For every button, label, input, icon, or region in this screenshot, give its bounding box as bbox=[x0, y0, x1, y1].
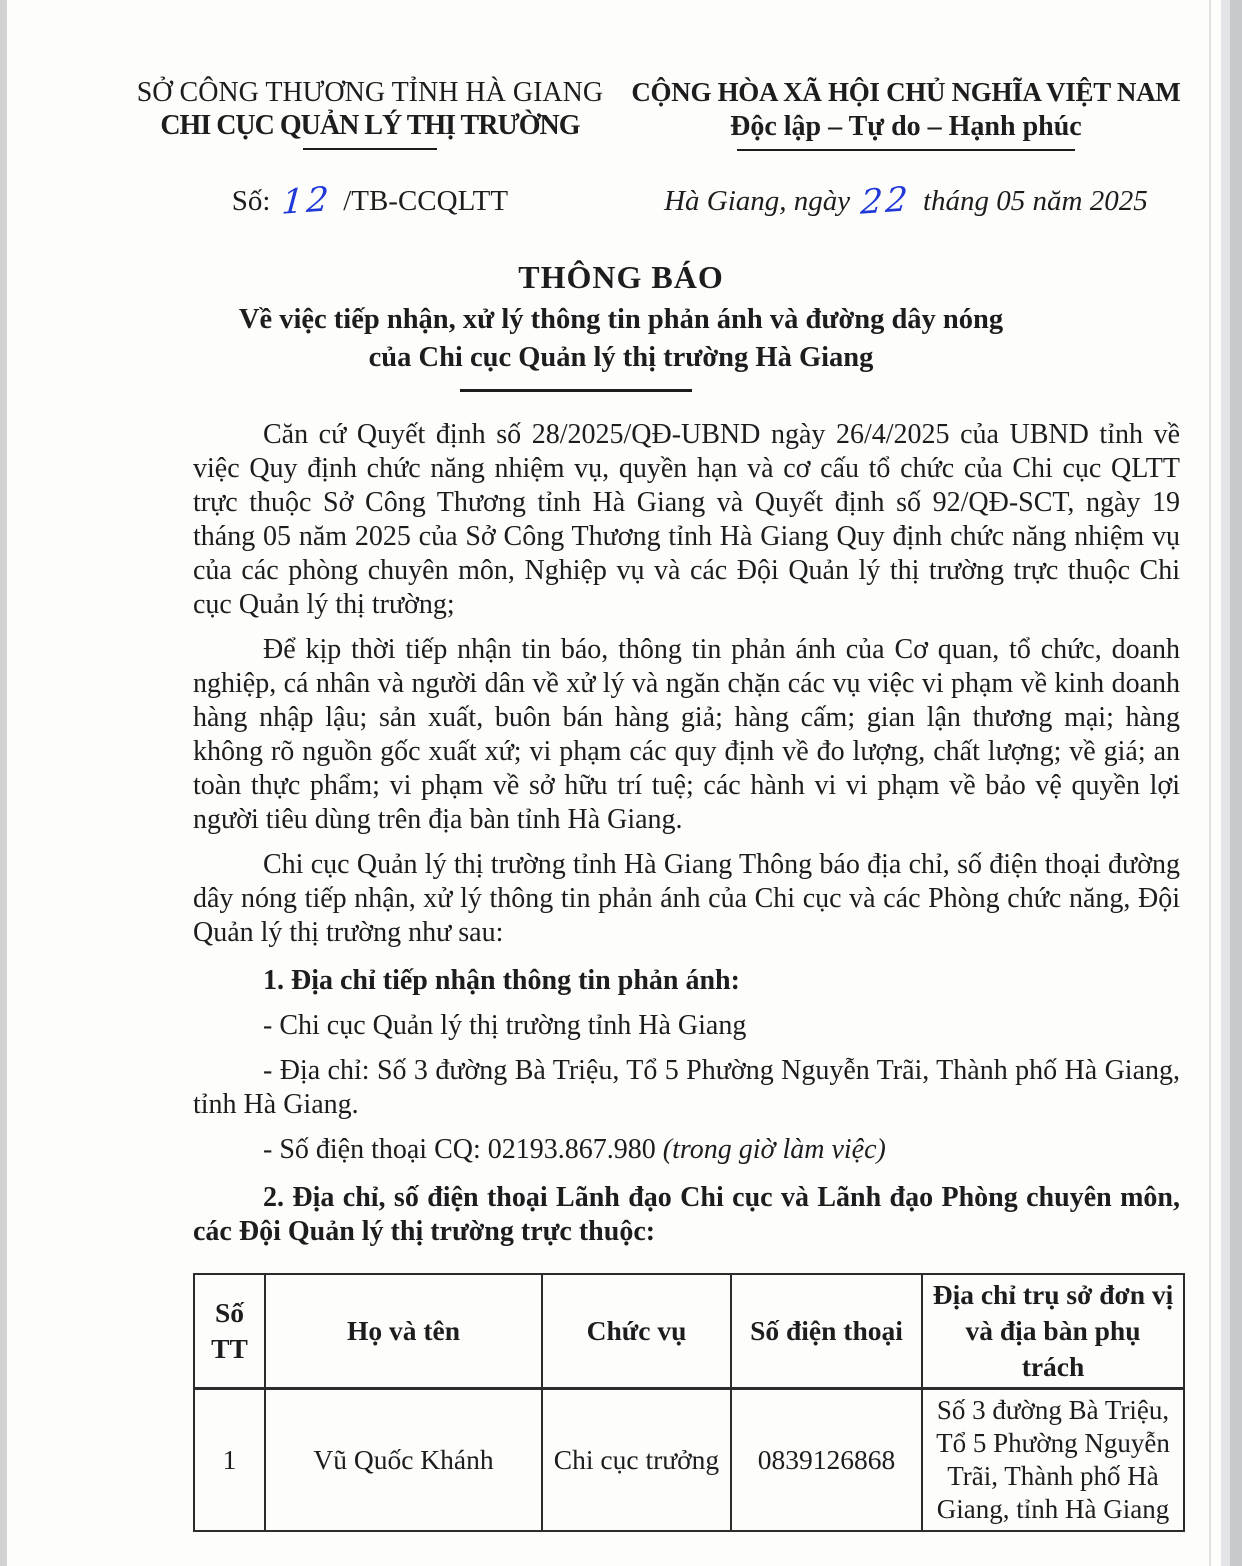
cell-index: 1 bbox=[194, 1389, 265, 1532]
document-body bbox=[193, 418, 1180, 1532]
document-number-handwritten: 12 bbox=[280, 179, 333, 223]
col-header-phone: Số điện thoại bbox=[731, 1274, 922, 1389]
cell-address: Số 3 đường Bà Triệu, Tổ 5 Phường Nguyễn Trãi, Thành phố Hà Giang, tỉnh Hà Giang bbox=[922, 1389, 1184, 1532]
table-header-row bbox=[194, 1274, 1184, 1389]
document-subtitle-line1: Về việc tiếp nhận, xử lý thông tin phản ánh và đường dây nóng bbox=[238, 304, 1004, 335]
col-header-address: Địa chỉ trụ sở đơn vị và địa bàn phụ trách bbox=[922, 1274, 1184, 1389]
phone-text: - Số điện thoại CQ: 02193.867.980 bbox=[263, 1134, 656, 1165]
agency-underline bbox=[303, 148, 437, 150]
section-1-item-agency: - Chi cục Quản lý thị trường tỉnh Hà Giang bbox=[263, 1010, 747, 1041]
section-1-heading: 1. Địa chỉ tiếp nhận thông tin phản ánh: bbox=[263, 965, 740, 996]
col-header-name: Họ và tên bbox=[265, 1274, 542, 1389]
document-number-line bbox=[118, 179, 622, 223]
paragraph-announcement: Chi cục Quản lý thị trường tỉnh Hà Giang Thông báo địa chỉ, số điện thoại đường dây nóng tiếp nhận, xử lý thông tin phản ánh của Chi cục và các Phòng chức năng, Đội Quản lý thị trường như sau: bbox=[193, 849, 1180, 948]
reference-row bbox=[118, 179, 1190, 223]
issuing-agency-name: CHI CỤC QUẢN LÝ THỊ TRƯỜNG bbox=[160, 110, 580, 141]
cell-phone: 0839126868 bbox=[731, 1389, 922, 1532]
title-underline bbox=[460, 389, 692, 392]
date-day-handwritten: 22 bbox=[859, 179, 913, 223]
parent-agency-name: SỞ CÔNG THƯƠNG TỈNH HÀ GIANG bbox=[136, 77, 604, 108]
contact-table bbox=[193, 1273, 1185, 1532]
section-1-item-address: - Địa chỉ: Số 3 đường Bà Triệu, Tổ 5 Phường Nguyễn Trãi, Thành phố Hà Giang, tỉnh Hà Giang. bbox=[193, 1055, 1180, 1120]
motto-underline bbox=[737, 149, 1075, 151]
cell-position: Chi cục trưởng bbox=[542, 1389, 731, 1532]
phone-note: (trong giờ làm việc) bbox=[662, 1134, 886, 1165]
table-row bbox=[194, 1389, 1184, 1532]
national-title: CỘNG HÒA XÃ HỘI CHỦ NGHĨA VIỆT NAM bbox=[631, 77, 1181, 107]
place-date-suffix: tháng 05 năm 2025 bbox=[922, 185, 1148, 217]
issuing-agency-block bbox=[118, 76, 622, 151]
section-1-item-phone bbox=[193, 1133, 1180, 1167]
section-2-heading: 2. Địa chỉ, số điện thoại Lãnh đạo Chi cục và Lãnh đạo Phòng chuyên môn, các Đội Quản lý thị trường trực thuộc: bbox=[193, 1182, 1180, 1247]
national-motto: Độc lập – Tự do – Hạnh phúc bbox=[730, 111, 1082, 142]
paragraph-purpose: Để kịp thời tiếp nhận tin báo, thông tin phản ánh của Cơ quan, tổ chức, doanh nghiệp, cá nhân và người dân về xử lý và ngăn chặn các vụ việc vi phạm về kinh doanh hàng nhập lậu; sản xuất, buôn bán hàng giả; hàng cấm; gian lận thương mại; hàng không rõ nguồn gốc xuất xứ; vi phạm các quy định về đo lượng, chất lượng; về giá; an toàn thực phẩm; vi phạm về sở hữu trí tuệ; các hành vi vi phạm về bảo vệ quyền lợi người tiêu dùng trên địa bàn tỉnh Hà Giang. bbox=[193, 634, 1180, 835]
paragraph-legal-basis: Căn cứ Quyết định số 28/2025/QĐ-UBND ngày 26/4/2025 của UBND tỉnh về việc Quy định chức năng nhiệm vụ, quyền hạn và cơ cấu tổ chức của Chi cục QLTT trực thuộc Sở Công Thương tỉnh Hà Giang và Quyết định số 92/QĐ-SCT, ngày 19 tháng 05 năm 2025 của Sở Công Thương tỉnh Hà Giang Quy định chức năng nhiệm vụ của các phòng chuyên môn, Nghiệp vụ và các Đội Quản lý thị trường trực thuộc Chi cục Quản lý thị trường; bbox=[193, 419, 1180, 620]
place-date-prefix: Hà Giang, ngày bbox=[664, 185, 851, 217]
document-number-suffix: /TB-CCQLTT bbox=[343, 185, 509, 217]
national-header-block bbox=[622, 76, 1190, 151]
col-header-index: Số TT bbox=[194, 1274, 265, 1389]
cell-name: Vũ Quốc Khánh bbox=[265, 1389, 542, 1532]
document-title: THÔNG BÁO bbox=[518, 259, 724, 295]
document-header bbox=[118, 76, 1190, 151]
document-number-prefix: Số: bbox=[231, 185, 271, 217]
col-header-position: Chức vụ bbox=[542, 1274, 731, 1389]
place-date-line bbox=[622, 179, 1190, 223]
document-subtitle-line2: của Chi cục Quản lý thị trường Hà Giang bbox=[368, 342, 874, 373]
